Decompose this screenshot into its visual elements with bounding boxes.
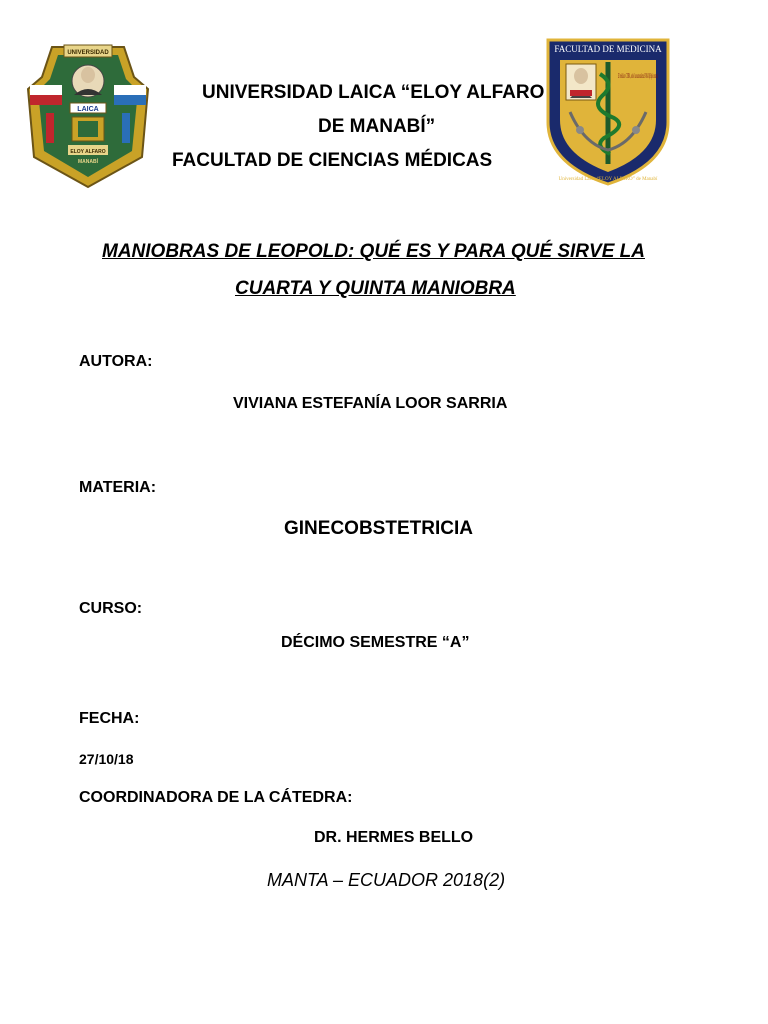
logo-right-top-text: FACULTAD DE MEDICINA xyxy=(554,44,662,54)
document-title-line-2: CUARTA Y QUINTA MANIOBRA xyxy=(235,278,516,299)
university-name-line-1: UNIVERSIDAD LAICA “ELOY ALFARO xyxy=(202,82,545,103)
author-label: AUTORA: xyxy=(79,353,153,370)
coordinator-value: DR. HERMES BELLO xyxy=(314,829,474,846)
date-label: FECHA: xyxy=(79,710,140,727)
logo-left-top-text: UNIVERSIDAD xyxy=(67,50,109,56)
coordinator-label: COORDINADORA DE LA CÁTEDRA: xyxy=(79,789,353,806)
author-value: VIVIANA ESTEFANÍA LOOR SARRIA xyxy=(233,395,508,412)
logo-right-quote: El médico CURA, solo la naturaleza SANA (Hipócrates) xyxy=(617,72,659,80)
faculty-of-medicine-logo xyxy=(544,34,672,186)
place-and-date xyxy=(267,870,505,891)
logo-left-bottom-text2: MANABÍ xyxy=(78,159,98,165)
logo-left-banner-text: LAICA xyxy=(77,106,99,113)
subject-label: MATERIA: xyxy=(79,479,157,496)
footer-dash: – xyxy=(328,870,349,890)
document-title-line-1: MANIOBRAS DE LEOPOLD: QUÉ ES Y PARA QUÉ SIRVE LA xyxy=(102,241,645,262)
subject-value: GINECOBSTETRICIA xyxy=(284,518,473,539)
course-value: DÉCIMO SEMESTRE “A” xyxy=(281,634,470,651)
date-value: 27/10/18 xyxy=(79,751,134,767)
logo-right-ring-text: Universidad Laica “ELOY ALFARO” de Manabí xyxy=(558,177,658,182)
logo-left-bottom-text: ELOY ALFARO xyxy=(70,149,106,155)
course-label: CURSO: xyxy=(79,600,143,617)
university-logo xyxy=(22,37,154,189)
footer-country-year: ECUADOR 2018(2) xyxy=(348,870,506,890)
footer-place: MANTA xyxy=(267,870,328,890)
university-name-line-2: DE MANABÍ” xyxy=(318,116,436,137)
faculty-name: FACULTAD DE CIENCIAS MÉDICAS xyxy=(172,150,493,171)
